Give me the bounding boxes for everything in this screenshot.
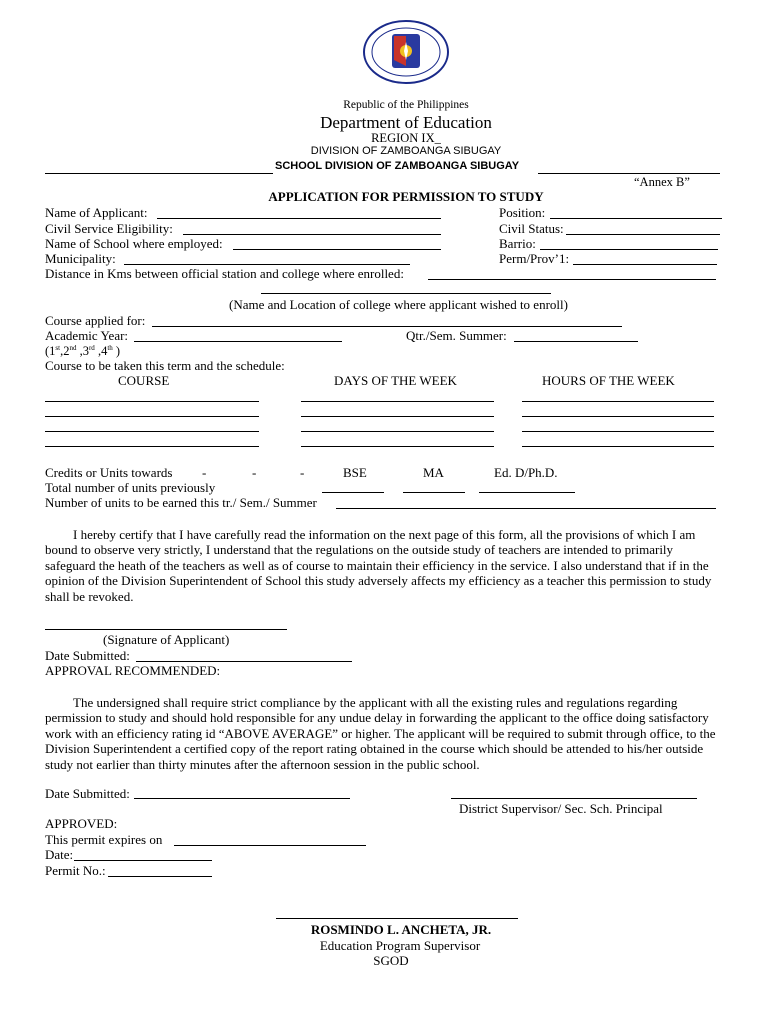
name-of-applicant-field[interactable]: [157, 218, 441, 219]
expires-field[interactable]: [174, 845, 366, 846]
schedule-hours-line[interactable]: [522, 416, 714, 417]
form-title: APPLICATION FOR PERMISSION TO STUDY: [268, 189, 544, 204]
col-hours-header: HOURS OF THE WEEK: [542, 373, 675, 388]
schedule-days-line[interactable]: [301, 446, 494, 447]
course-applied-field[interactable]: [152, 326, 622, 327]
col-days-header: DAYS OF THE WEEK: [334, 373, 457, 388]
deped-seal-logo: [362, 20, 450, 84]
academic-year-label: Academic Year:: [45, 328, 129, 343]
ma-label: MA: [423, 465, 444, 480]
civil-status-field[interactable]: [566, 234, 720, 235]
bse-label: BSE: [343, 465, 367, 480]
col-course-header: COURSE: [118, 373, 170, 388]
date-field[interactable]: [74, 860, 212, 861]
perm-prov-label: Perm/Prov’1:: [499, 251, 570, 266]
signatory-signature-field[interactable]: [276, 918, 518, 919]
dash-2: -: [252, 465, 257, 480]
distance-label: Distance in Kms between official station and college where enrolled:: [45, 266, 404, 281]
date-submitted-label: Date Submitted:: [45, 648, 130, 663]
school-employed-label: Name of School where employed:: [45, 236, 223, 251]
perm-prov-field[interactable]: [573, 264, 717, 265]
total-units-label: Total number of units previously: [45, 480, 216, 495]
date-label: Date:: [45, 847, 74, 862]
header-rule-right: [538, 173, 720, 174]
municipality-field[interactable]: [124, 264, 410, 265]
annex-label: “Annex B”: [634, 175, 690, 189]
edd-units-field[interactable]: [479, 492, 575, 493]
dash-3: -: [300, 465, 305, 480]
department-title: Department of Education: [320, 113, 492, 132]
date-submitted-2-label: Date Submitted:: [45, 786, 130, 801]
ma-units-field[interactable]: [403, 492, 465, 493]
schedule-days-line[interactable]: [301, 401, 494, 402]
district-supervisor-signature-field[interactable]: [451, 798, 697, 799]
school-employed-field[interactable]: [233, 249, 441, 250]
approved-label: APPROVED:: [45, 816, 118, 831]
schedule-course-line[interactable]: [45, 431, 259, 432]
barrio-field[interactable]: [540, 249, 718, 250]
dash-1: -: [202, 465, 207, 480]
division-label: DIVISION OF ZAMBOANGA SIBUGAY: [310, 145, 502, 157]
schedule-course-line[interactable]: [45, 446, 259, 447]
edd-label: Ed. D/Ph.D.: [494, 465, 558, 480]
course-term-label: Course to be taken this term and the schedule:: [45, 358, 285, 373]
date-submitted-2-field[interactable]: [134, 798, 350, 799]
schedule-hours-line[interactable]: [522, 431, 714, 432]
republic-label: Republic of the Philippines: [343, 99, 469, 111]
approval-recommended-label: APPROVAL RECOMMENDED:: [45, 663, 221, 678]
schedule-days-line[interactable]: [301, 416, 494, 417]
schedule-course-line[interactable]: [45, 401, 259, 402]
date-submitted-field[interactable]: [136, 661, 352, 662]
header-rule-left: [45, 173, 273, 174]
region-label: REGION IX_: [371, 131, 441, 145]
barrio-label: Barrio:: [499, 236, 536, 251]
qtr-sem-label: Qtr./Sem. Summer:: [406, 328, 507, 343]
year-levels-label: (1st,2nd ,3rd ,4th ): [45, 344, 121, 359]
permit-no-field[interactable]: [108, 876, 212, 877]
school-division-label: SCHOOL DIVISION OF ZAMBOANGA SIBUGAY: [275, 160, 520, 172]
units-earned-field[interactable]: [336, 508, 716, 509]
signatory-name: ROSMINDO L. ANCHETA, JR.: [310, 922, 492, 937]
signatory-title: Education Program Supervisor: [319, 938, 481, 953]
signature-label: (Signature of Applicant): [103, 632, 230, 647]
qtr-sem-field[interactable]: [514, 341, 638, 342]
certification-paragraph: I hereby certify that I have carefully read the information on the next page of this form, all the provisions of which I am bound to observe very strictly, I understand that the regulations on the outside study of teachers are intended to primarily safeguard the heath of the teachers as well as of course to maintain their efficiency in the service. I also understand that if in the opinion of the Division Superintendent of School this study adversely affects my efficiency as a teacher this permission to study shall be revoked.: [45, 527, 712, 604]
signatory-office: SGOD: [373, 953, 409, 968]
undersigned-paragraph: The undersigned shall require strict compliance by the applicant with all the existing rules and regulations regarding permission to study and should hold responsible for any undue delay in forwarding the applicant to the office doing satisfactory work with an efficiency rating id “ABOVE AVERAGE” or higher. The applicant will be required to submit through office, to the Division Superintendent a certified copy of the report rating obtained in the course which should be attended to his/her outside study not earlier than thirty minutes after the afternoon session in the public school.: [45, 695, 716, 772]
civil-status-label: Civil Status:: [499, 221, 564, 236]
distance-field[interactable]: [428, 279, 716, 280]
civil-service-field[interactable]: [183, 234, 441, 235]
schedule-hours-line[interactable]: [522, 446, 714, 447]
position-label: Position:: [499, 205, 546, 220]
academic-year-field[interactable]: [134, 341, 342, 342]
expires-label: This permit expires on: [45, 832, 163, 847]
college-note-label: (Name and Location of college where applicant wished to enroll): [229, 297, 568, 312]
schedule-days-line[interactable]: [301, 431, 494, 432]
signature-field[interactable]: [45, 629, 287, 630]
municipality-label: Municipality:: [45, 251, 116, 266]
position-field[interactable]: [550, 218, 722, 219]
permit-no-label: Permit No.:: [45, 863, 106, 878]
civil-service-label: Civil Service Eligibility:: [45, 221, 173, 236]
college-name-field[interactable]: [261, 293, 551, 294]
units-earned-label: Number of units to be earned this tr./ Sem./ Summer: [45, 495, 317, 510]
schedule-course-line[interactable]: [45, 416, 259, 417]
credits-towards-label: Credits or Units towards: [45, 465, 173, 480]
schedule-hours-line[interactable]: [522, 401, 714, 402]
bse-units-field[interactable]: [322, 492, 384, 493]
name-of-applicant-label: Name of Applicant:: [45, 205, 148, 220]
course-applied-label: Course applied for:: [45, 313, 146, 328]
district-supervisor-label: District Supervisor/ Sec. Sch. Principal: [459, 801, 663, 816]
